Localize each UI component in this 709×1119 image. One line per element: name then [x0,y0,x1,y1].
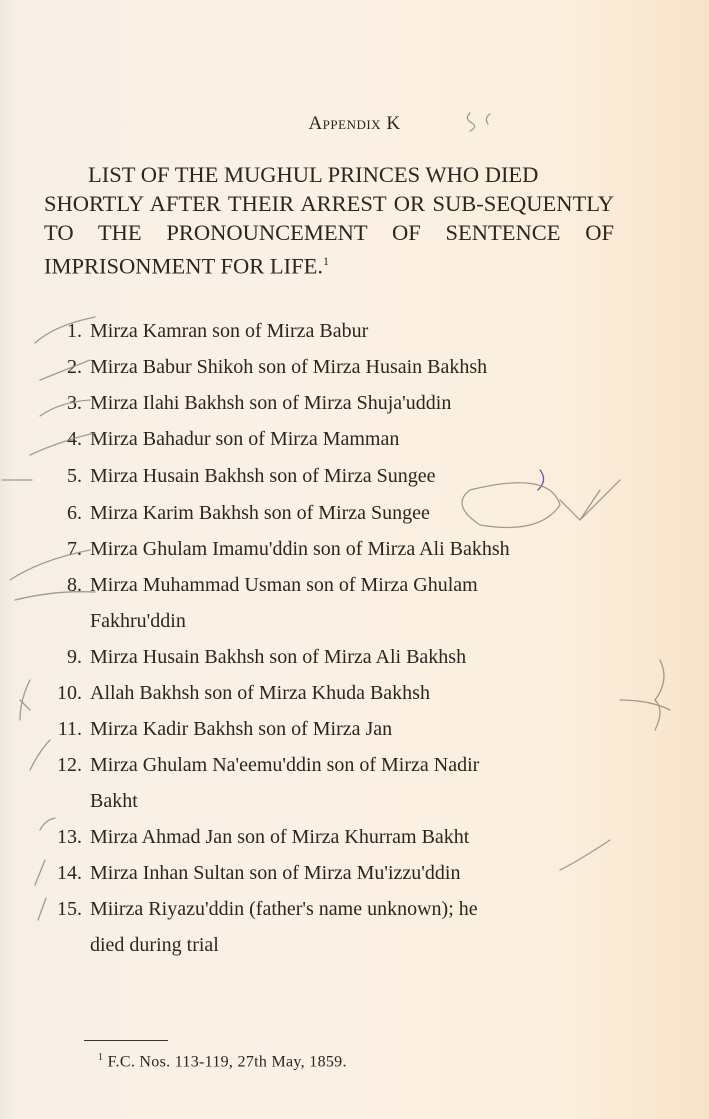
item-number: 15. [57,898,82,920]
item-number: 5. [67,465,82,487]
item-text: Mirza Husain Bakhsh son of Mirza Ali Bakhsh [90,646,467,668]
item-text: Mirza Husain Bakhsh son of Mirza Sungee [90,465,436,487]
item-text: Mirza Ghulam Imamu'ddin son of Mirza Ali Bakhsh [90,538,510,560]
item-text-line-1: Mirza Ghulam Na'eemu'ddin son of Mirza Nadir [90,754,480,776]
item-text-line-2: Fakhru'ddin [90,610,186,632]
title-rest: SHORTLY AFTER THEIR ARREST OR SUB-SEQUENTLY TO THE PRONOUNCEMENT OF SENTENCE OF IMPRISONMENT FOR LIFE. [44,191,614,279]
item-text: Mirza Karim Bakhsh son of Mirza Sungee [90,502,430,524]
item-number: 14. [57,862,82,884]
appendix-heading: Appendix K [308,113,401,134]
item-text-line-2: Bakht [90,790,138,812]
item-text [90,752,620,815]
item-number: 13. [57,826,82,848]
item-number: 9. [67,646,82,668]
item-text-line-1: Miirza Riyazu'ddin (father's name unknown); he [90,898,478,920]
item-number: 4. [67,428,82,450]
item-text: Mirza Bahadur son of Mirza Mamman [90,428,400,450]
title-footnote-marker: 1 [323,254,329,268]
footnote [98,1052,347,1071]
item-number: 12. [57,754,82,776]
item-number: 7. [67,538,82,560]
item-number: 1. [67,320,82,342]
item-text: Mirza Kamran son of Mirza Babur [90,320,369,342]
item-number: 6. [67,502,82,524]
item-number: 11. [57,718,82,740]
item-number: 2. [67,356,82,378]
item-number: 10. [57,682,82,704]
title-line-1: LIST OF THE MUGHUL PRINCES WHO DIED [88,162,539,187]
item-text: Mirza Kadir Bakhsh son of Mirza Jan [90,718,393,740]
item-number: 8. [67,574,82,596]
item-text [90,572,620,635]
item-text: Mirza Inhan Sultan son of Mirza Mu'izzu'ddin [90,862,461,884]
item-number: 3. [67,392,82,414]
item-text: Mirza Ilahi Bakhsh son of Mirza Shuja'uddin [90,392,452,414]
footnote-text: F.C. Nos. 113-119, 27th May, 1859. [107,1053,347,1071]
footnote-divider [84,1040,168,1041]
footnote-marker: 1 [98,1052,104,1063]
item-text-line-1: Mirza Muhammad Usman son of Mirza Ghulam [90,574,478,596]
item-text [90,896,620,959]
item-text: Mirza Babur Shikoh son of Mirza Husain Bakhsh [90,356,488,378]
item-text: Mirza Ahmad Jan son of Mirza Khurram Bakht [90,826,470,848]
page-title [44,160,614,281]
item-text-line-2: died during trial [90,934,219,956]
item-text: Allah Bakhsh son of Mirza Khuda Bakhsh [90,682,430,704]
